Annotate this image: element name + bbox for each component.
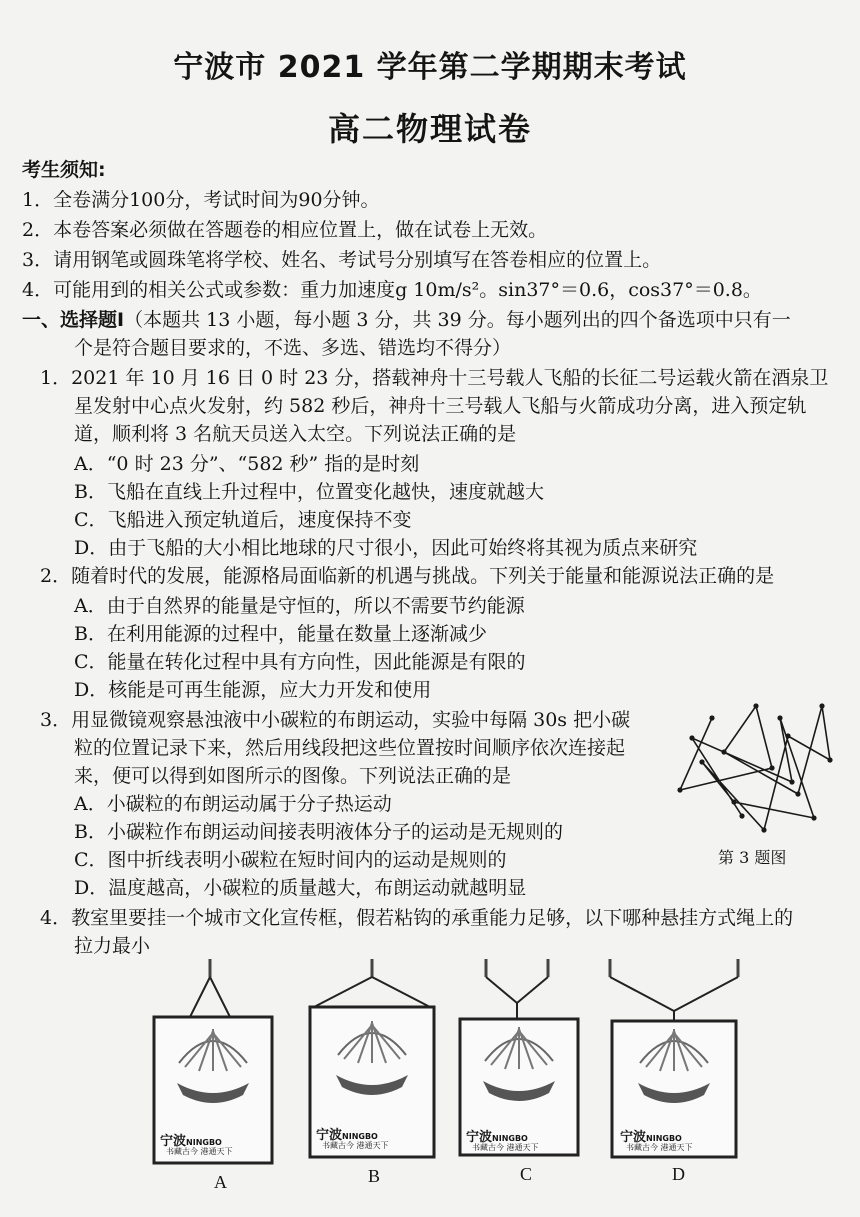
notice-item-2: 2．本卷答案必须做在答题卷的相应位置上，做在试卷上无效。 [22,219,548,241]
hook-icon [610,959,738,977]
frame-label-c: C [520,1164,533,1184]
q3-stem-2: 粒的位置记录下来，然后用线段把这些位置按时间顺序依次连接起 [74,737,626,759]
q4-stem-1: 4．教室里要挂一个城市文化宣传框，假若粘钩的承重能力足够，以下哪种悬挂方式绳上的 [40,907,794,929]
notice-item-4: 4．可能用到的相关公式或参数：重力加速度g 10m/s²。sin37°＝0.6，cos37°＝0.8。 [22,279,762,301]
rope [314,977,430,1007]
q2-option-d: D．核能是可再生能源，应大力开发和使用 [74,679,432,701]
poster-slogan-d: 书藏古今 港通天下 [626,1143,693,1152]
notice-heading: 考生须知: [22,159,106,181]
q1-option-c: C．飞船进入预定轨道后，速度保持不变 [74,509,412,531]
exam-title: 宁波市 2021 学年第二学期期末考试 [173,50,687,85]
section-desc-1: （本题共 13 小题，每小题 3 分，共 39 分。每小题列出的四个备选项中只有一 [124,309,791,331]
q2-option-c: C．能量在转化过程中具有方向性，因此能源是有限的 [74,651,526,673]
frame-label-a: A [214,1172,227,1192]
q3-option-b: B．小碳粒作布朗运动间接表明液体分子的运动是无规则的 [74,821,563,843]
rope [190,977,230,1017]
brownian-motion-figure [672,698,852,838]
poster-text-b: 宁波NINGBO [316,1128,378,1143]
hanging-frames-figure [150,955,770,1195]
position-dots [677,703,832,832]
q3-figure-caption: 第 3 题图 [718,848,787,867]
poster-text-d: 宁波NINGBO [620,1130,682,1145]
q3-stem-3: 来，便可以得到如图所示的图像。下列说法正确的是 [74,765,512,787]
exam-subtitle: 高二物理试卷 [327,110,532,148]
notice-item-1: 1．全卷满分100分，考试时间为90分钟。 [22,189,380,211]
frame-label-b: B [368,1166,381,1186]
q2-option-b: B．在利用能源的过程中，能量在数量上逐渐减少 [74,623,487,645]
q1-stem-2: 星发射中心点火发射，约 582 秒后，神舟十三号载人飞船与火箭成功分离，进入预定轨 [74,395,807,417]
poster-slogan-c: 书藏古今 港通天下 [472,1143,539,1152]
q1-stem-1: 1．2021 年 10 月 16 日 0 时 23 分，搭载神舟十三号载人飞船的长征二号运载火箭在酒泉卫 [40,367,829,389]
q1-option-a: A．“0 时 23 分”、“582 秒” 指的是时刻 [74,453,420,475]
poster-slogan-b: 书藏古今 港通天下 [322,1141,389,1150]
section-desc-2: 个是符合题目要求的，不选、多选、错选均不得分） [74,337,512,359]
notice-item-3: 3．请用钢笔或圆珠笔将学校、姓名、考试号分别填写在答卷相应的位置上。 [22,249,662,271]
q1-option-d: D．由于飞船的大小相比地球的尺寸很小，因此可始终将其视为质点来研究 [74,537,698,559]
q1-stem-3: 道，顺利将 3 名航天员送入太空。下列说法正确的是 [74,423,517,445]
q4-stem-2: 拉力最小 [74,935,151,957]
poster-slogan-a: 书藏古今 港通天下 [166,1147,233,1156]
q3-option-c: C．图中折线表明小碳粒在短时间内的运动是规则的 [74,849,507,871]
q3-stem-1: 3．用显微镜观察悬浊液中小碳粒的布朗运动，实验中每隔 30s 把小碳 [40,709,631,731]
poster-text-a: 宁波NINGBO [160,1134,222,1149]
poster-text-c: 宁波NINGBO [466,1130,528,1145]
frame-label-d: D [672,1164,685,1184]
q2-option-a: A．由于自然界的能量是守恒的，所以不需要节约能源 [74,595,525,617]
q3-option-d: D．温度越高，小碳粒的质量越大，布朗运动就越明显 [74,877,527,899]
q1-option-b: B．飞船在直线上升过程中，位置变化越快，速度就越大 [74,481,544,503]
brownian-path [680,706,830,830]
rope [610,977,738,1021]
rope [486,977,548,1019]
hook-icon [486,959,548,977]
q3-option-a: A．小碳粒的布朗运动属于分子热运动 [74,793,392,815]
q2-stem-1: 2．随着时代的发展，能源格局面临新的机遇与挑战。下列关于能量和能源说法正确的是 [40,565,775,587]
section-label: 一、选择题Ⅰ [22,309,125,331]
section-heading [22,306,791,334]
